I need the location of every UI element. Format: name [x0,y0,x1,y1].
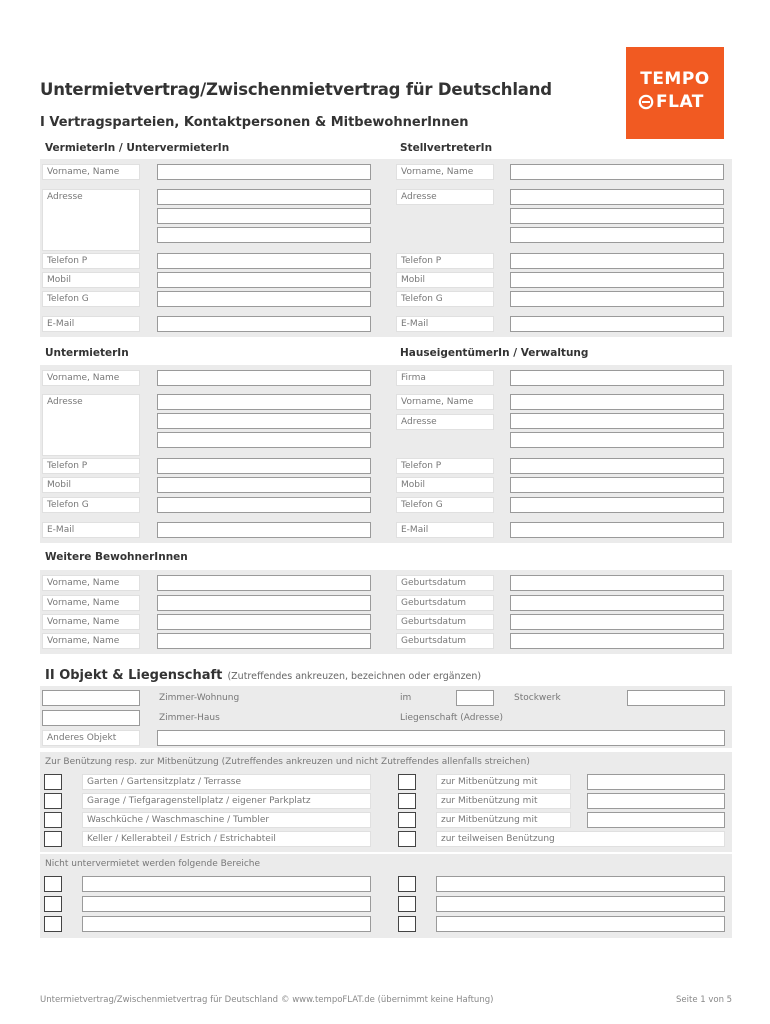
excluded-checkbox[interactable] [398,876,416,892]
bewohner-birth-input[interactable] [510,575,724,591]
vermieter-email-input[interactable] [157,316,371,332]
eigentuemer-phone-g-label: Telefon G [396,497,494,513]
bewohner-birth-input[interactable] [510,633,724,649]
untermieter-address-input-2[interactable] [157,413,371,429]
stellvertreter-mobile-label: Mobil [396,272,494,288]
floor-input[interactable] [456,690,494,706]
untermieter-mobile-input[interactable] [157,477,371,493]
zimmer-haus-count-input[interactable] [42,710,140,726]
eigentuemer-firm-label: Firma [396,370,494,386]
excluded-checkbox[interactable] [398,916,416,932]
eigentuemer-phone-p-input[interactable] [510,458,724,474]
stellvertreter-address-input-3[interactable] [510,227,724,243]
item-checkbox[interactable] [44,793,62,809]
logo-text-tempo: TEMPO [640,69,710,89]
item-label: Garten / Gartensitzplatz / Terrasse [82,774,371,790]
block-untermieter [40,365,732,543]
floor-detail-input[interactable] [627,690,725,706]
item-label: Garage / Tiefgaragenstellplatz / eigener Parkplatz [82,793,371,809]
anderes-objekt-input[interactable] [157,730,725,746]
usage-label: zur teilweisen Benützung [436,831,725,847]
eigentuemer-address-input-1[interactable] [510,413,724,429]
bewohner-birth-label: Geburtsdatum [396,595,494,611]
bewohner-name-label: Vorname, Name [42,595,140,611]
stellvertreter-address-input-1[interactable] [510,189,724,205]
stellvertreter-email-label: E-Mail [396,316,494,332]
vermieter-mobile-input[interactable] [157,272,371,288]
item-label: Keller / Kellerabteil / Estrich / Estrichabteil [82,831,371,847]
bewohner-birth-input[interactable] [510,595,724,611]
section1-heading: I Vertragsparteien, Kontaktpersonen & MitbewohnerInnen [40,115,469,130]
liegenschaft-label: Liegenschaft (Adresse) [400,713,503,723]
vermieter-phone-p-input[interactable] [157,253,371,269]
bewohner-name-label: Vorname, Name [42,614,140,630]
bewohner-name-label: Vorname, Name [42,575,140,591]
stellvertreter-address-label: Adresse [396,189,494,205]
excluded-checkbox[interactable] [44,876,62,892]
excluded-input[interactable] [436,876,725,892]
vermieter-phone-g-label: Telefon G [42,291,140,307]
bewohner-heading: Weitere BewohnerInnen [45,551,188,563]
stellvertreter-email-input[interactable] [510,316,724,332]
untermieter-name-label: Vorname, Name [42,370,140,386]
vermieter-mobile-label: Mobil [42,272,140,288]
usage-checkbox[interactable] [398,831,416,847]
eigentuemer-address-label: Adresse [396,414,494,430]
untermieter-phone-p-label: Telefon P [42,458,140,474]
footer-page-number: Seite 1 von 5 [676,995,733,1005]
untermieter-name-input[interactable] [157,370,371,386]
page-title: Untermietvertrag/Zwischenmietvertrag für Deutschland [40,80,552,99]
stockwerk-label: Stockwerk [514,693,561,703]
stellvertreter-phone-g-input[interactable] [510,291,724,307]
usage-checkbox[interactable] [398,812,416,828]
usage-checkbox[interactable] [398,793,416,809]
untermieter-mobile-label: Mobil [42,477,140,493]
eigentuemer-firm-input[interactable] [510,370,724,386]
bewohner-name-input[interactable] [157,575,371,591]
eigentuemer-name-label: Vorname, Name [396,394,494,410]
section2-heading: II Objekt & Liegenschaft [45,668,223,683]
bewohner-birth-label: Geburtsdatum [396,575,494,591]
vermieter-address-input-2[interactable] [157,208,371,224]
im-label: im [400,693,412,703]
usage-checkbox[interactable] [398,774,416,790]
eigentuemer-email-input[interactable] [510,522,724,538]
zimmer-wohnung-label: Zimmer-Wohnung [159,693,240,703]
excluded-input[interactable] [82,916,371,932]
excluded-checkbox[interactable] [44,916,62,932]
bewohner-birth-input[interactable] [510,614,724,630]
usage-label: zur Mitbenützung mit [436,793,571,809]
eigentuemer-name-input[interactable] [510,394,724,410]
bewohner-birth-label: Geburtsdatum [396,633,494,649]
usage-input[interactable] [587,793,725,809]
vermieter-name-label: Vorname, Name [42,164,140,180]
untermieter-phone-p-input[interactable] [157,458,371,474]
untermieter-email-label: E-Mail [42,522,140,538]
stellvertreter-heading: StellvertreterIn [400,142,493,154]
excluded-checkbox[interactable] [44,896,62,912]
bewohner-birth-label: Geburtsdatum [396,614,494,630]
bewohner-name-input[interactable] [157,633,371,649]
untermieter-email-input[interactable] [157,522,371,538]
footer-title: Untermietvertrag/Zwischenmietvertrag für Deutschland [40,995,279,1005]
stellvertreter-address-input-2[interactable] [510,208,724,224]
stellvertreter-name-label: Vorname, Name [396,164,494,180]
stellvertreter-mobile-input[interactable] [510,272,724,288]
eigentuemer-address-input-2[interactable] [510,432,724,448]
mitbenuetzung-heading: Zur Benützung resp. zur Mitbenützung (Zutreffendes ankreuzen und nicht Zutreffendes allenfalls streichen) [45,757,530,767]
untermieter-address-input-1[interactable] [157,394,371,410]
nicht-heading: Nicht untervermietet werden folgende Bereiche [45,859,261,869]
block-vermieter [40,159,732,337]
stellvertreter-phone-p-input[interactable] [510,253,724,269]
item-checkbox[interactable] [44,774,62,790]
item-checkbox[interactable] [44,831,62,847]
vermieter-phone-g-input[interactable] [157,291,371,307]
untermieter-heading: UntermieterIn [45,347,129,359]
stellvertreter-phone-p-label: Telefon P [396,253,494,269]
item-checkbox[interactable] [44,812,62,828]
eigentuemer-phone-g-input[interactable] [510,497,724,513]
usage-input[interactable] [587,774,725,790]
excluded-input[interactable] [436,916,725,932]
untermieter-phone-g-input[interactable] [157,497,371,513]
section2-heading-row [45,664,481,683]
excluded-checkbox[interactable] [398,896,416,912]
vermieter-heading: VermieterIn / UntervermieterIn [45,142,230,154]
untermieter-phone-g-label: Telefon G [42,497,140,513]
eigentuemer-heading: HauseigentümerIn / Verwaltung [400,347,589,359]
vermieter-phone-p-label: Telefon P [42,253,140,269]
bewohner-name-input[interactable] [157,595,371,611]
vermieter-email-label: E-Mail [42,316,140,332]
eigentuemer-email-label: E-Mail [396,522,494,538]
logo-pin-icon [638,94,654,110]
eigentuemer-mobile-label: Mobil [396,477,494,493]
eigentuemer-phone-p-label: Telefon P [396,458,494,474]
excluded-input[interactable] [436,896,725,912]
usage-label: zur Mitbenützung mit [436,774,571,790]
stellvertreter-phone-g-label: Telefon G [396,291,494,307]
vermieter-address-input-3[interactable] [157,227,371,243]
usage-label: zur Mitbenützung mit [436,812,571,828]
excluded-input[interactable] [82,896,371,912]
section2-note: (Zutreffendes ankreuzen, bezeichnen oder ergänzen) [227,671,482,682]
vermieter-address-input-1[interactable] [157,189,371,205]
vermieter-address-label: Adresse [42,189,140,251]
usage-input[interactable] [587,812,725,828]
item-label: Waschküche / Waschmaschine / Tumbler [82,812,371,828]
anderes-objekt-label: Anderes Objekt [42,730,140,746]
bewohner-name-input[interactable] [157,614,371,630]
stellvertreter-name-input[interactable] [510,164,724,180]
vermieter-name-input[interactable] [157,164,371,180]
footer-copyright: © www.tempoFLAT.de (übernimmt keine Haftung) [281,995,494,1005]
zimmer-haus-label: Zimmer-Haus [159,713,220,723]
excluded-input[interactable] [82,876,371,892]
untermieter-address-label: Adresse [42,394,140,456]
tempoflat-logo [626,47,724,139]
zimmer-wohnung-count-input[interactable] [42,690,140,706]
untermieter-address-input-3[interactable] [157,432,371,448]
eigentuemer-mobile-input[interactable] [510,477,724,493]
bewohner-name-label: Vorname, Name [42,633,140,649]
logo-text-flat: FLAT [656,92,704,112]
